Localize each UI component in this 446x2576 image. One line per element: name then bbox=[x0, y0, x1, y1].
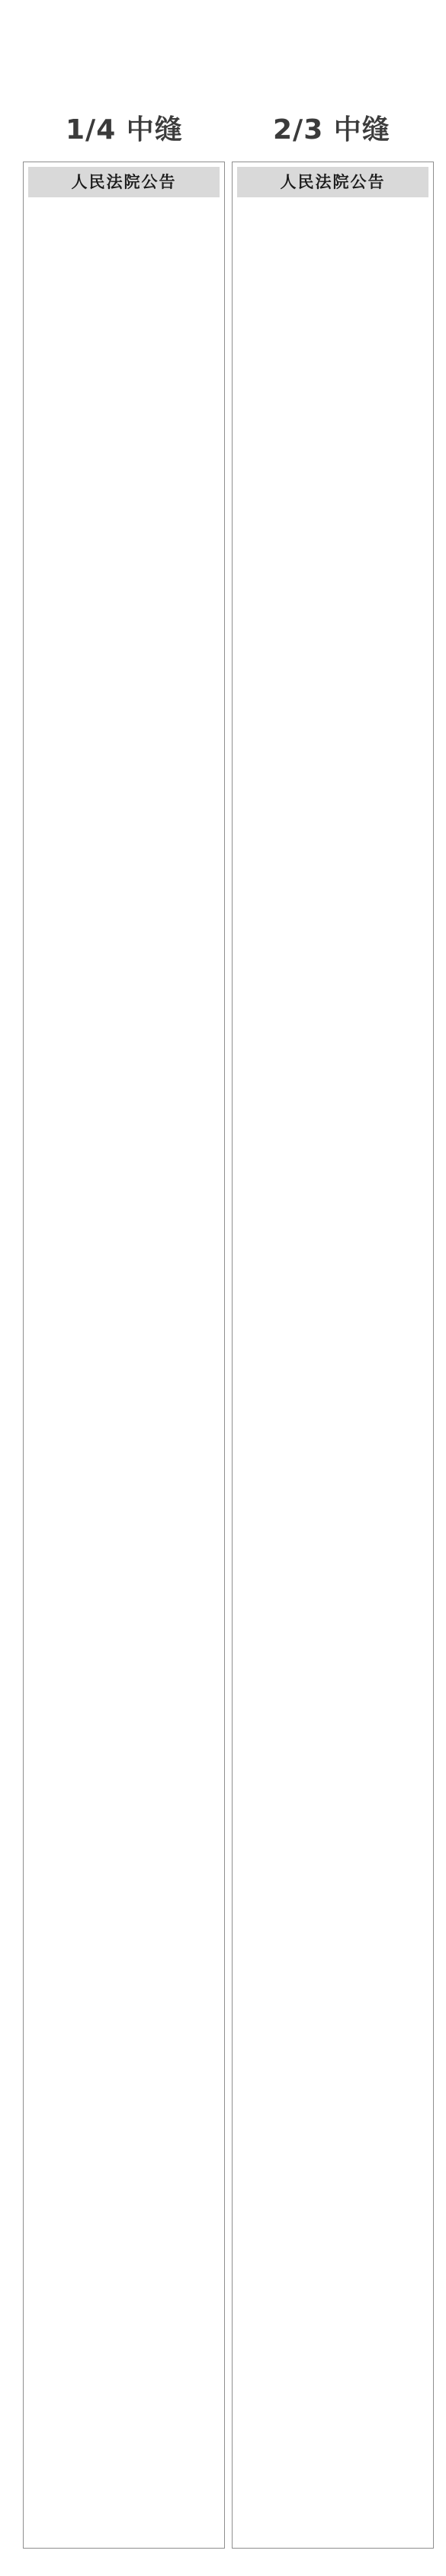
left-column-title: 人民法院公告 bbox=[28, 167, 220, 197]
right-notice-column bbox=[232, 162, 434, 2549]
right-column-title: 人民法院公告 bbox=[237, 167, 428, 197]
left-notice-column bbox=[23, 162, 225, 2549]
left-page-label: 1/4 中缝 bbox=[66, 114, 183, 146]
page-header bbox=[0, 0, 446, 156]
right-page-label: 2/3 中缝 bbox=[273, 114, 390, 146]
